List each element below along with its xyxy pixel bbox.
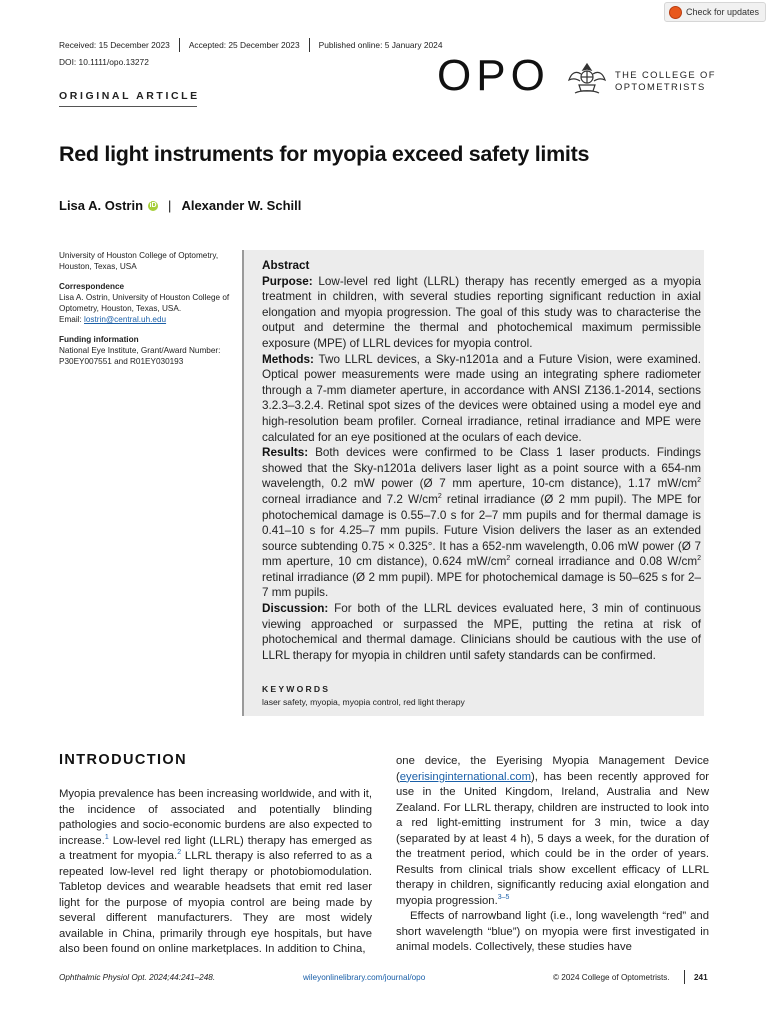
journal-logo: OPO bbox=[437, 51, 550, 100]
citation-link[interactable]: 3–5 bbox=[497, 893, 510, 901]
abstract-discussion bbox=[262, 601, 701, 663]
college-name-line1: THE COLLEGE OF bbox=[615, 69, 716, 80]
introduction-heading: INTRODUCTION bbox=[59, 752, 187, 768]
correspondence-text: Lisa A. Ostrin, University of Houston College of Optometry, Houston, Texas, USA. bbox=[59, 293, 230, 313]
results-text: Both devices were confirmed to be Class 1 laser products. Findings showed that the Sky-n1201a delivers laser light as a point source with a 654-nm wavelength, 0.2 mW power (Ø 7 mm aperture, 10-cm distance), 1.17 mW/cm bbox=[262, 446, 701, 491]
paragraph bbox=[59, 787, 372, 958]
body-column-left bbox=[59, 787, 372, 958]
orcid-icon[interactable]: iD bbox=[149, 202, 157, 209]
footer-url-link[interactable]: wileyonlinelibrary.com/journal/opo bbox=[303, 973, 426, 982]
accepted-date: Accepted: 25 December 2023 bbox=[188, 40, 300, 50]
methods-text: Two LLRL devices, a Sky-n1201a and a Future Vision, were examined. Optical power measurements were made using an integrating sphere radiometer through a 7-mm diameter aperture, in accordance with ANSI Z136.1-2014, sections 3.2.3–3.2.4. Retinal spot sizes of the devices were obtained using a model eye and high-resolution beam profiler. Corneal irradiance, retinal irradiance and MPE were calculated for an eye positioned at the oculars of each device. bbox=[262, 352, 701, 444]
superscript: 2 bbox=[506, 555, 511, 563]
results-text: corneal irradiance and 0.08 W/cm bbox=[510, 555, 698, 569]
footer-journal: Ophthalmic Physiol Opt. 2024;44:241–248. bbox=[59, 973, 216, 982]
discussion-label: Discussion: bbox=[262, 602, 329, 616]
institution: University of Houston College of Optometry, Houston, Texas, USA bbox=[59, 251, 219, 271]
affiliation-sidebar bbox=[59, 250, 237, 367]
funding-text: National Eye Institute, Grant/Award Number: P30EY007551 and R01EY030193 bbox=[59, 346, 221, 366]
body-text: ), has been recently approved for use in the United Kingdom, Ireland, Australia and New Zealand. For LLRL therapy, children are instructed to look into a red light-emitting instrument for 3 min, twice a day (separated by at least 4 h), 5 days a week, for the duration of the treatment period, which could be in the order of years. Results from clinical trials show excellent efficacy of LLRL therapy in children, significantly reducing axial elongation and myopia progression. bbox=[396, 770, 709, 907]
published-date: Published online: 5 January 2024 bbox=[318, 40, 443, 50]
purpose-text: Low-level red light (LLRL) therapy has recently emerged as a myopia treatment in children, with several studies reporting significant reduction in axial elongation and myopia progression. The goal of this study was to characterise the output and determine the thermal and photochemical maximum permissible exposure (MPE) of LLRL devices for myopia control. bbox=[262, 274, 701, 350]
website-link[interactable]: eyerisinginternational.com bbox=[399, 770, 532, 783]
results-label: Results: bbox=[262, 446, 309, 460]
doi: DOI: 10.1111/opo.13272 bbox=[59, 57, 149, 67]
superscript: 2 bbox=[697, 555, 701, 563]
college-name-line2: OPTOMETRISTS bbox=[615, 81, 706, 92]
article-type-rule bbox=[59, 106, 197, 107]
body-text: Low-level red light (LLRL) therapy has emerged as a treatment for myopia. bbox=[59, 834, 372, 862]
received-date: Received: 15 December 2023 bbox=[59, 40, 170, 50]
divider bbox=[179, 38, 180, 52]
citation-link[interactable]: 1 bbox=[104, 833, 109, 841]
footer-copyright: © 2024 College of Optometrists. bbox=[553, 973, 670, 982]
email-line bbox=[59, 314, 237, 325]
email-label: Email: bbox=[59, 315, 85, 324]
correspondence-heading: Correspondence bbox=[59, 282, 125, 291]
abstract-methods bbox=[262, 352, 701, 446]
funding-heading: Funding information bbox=[59, 335, 139, 344]
body-text: one device, the Eyerising Myopia Management Device ( bbox=[396, 755, 709, 783]
abstract-purpose bbox=[262, 274, 701, 352]
article-title: Red light instruments for myopia exceed safety limits bbox=[59, 142, 590, 166]
check-for-updates-button[interactable] bbox=[664, 2, 766, 22]
results-text: retinal irradiance (Ø 2 mm pupil). MPE for photochemical damage is 50–625 s for 2–7 mm pupils. bbox=[262, 570, 701, 600]
superscript: 2 bbox=[437, 493, 442, 501]
paragraph bbox=[396, 754, 709, 909]
keywords-list: laser safety, myopia, myopia control, red light therapy bbox=[262, 697, 465, 707]
citation-link[interactable]: 2 bbox=[177, 849, 182, 857]
author-separator: | bbox=[168, 198, 172, 213]
body-column-right bbox=[396, 754, 709, 956]
email-link[interactable]: lostrin@central.uh.edu bbox=[84, 315, 167, 324]
body-text: LLRL therapy is also referred to as a repeated low-level red light therapy or photobiomodulation. Tabletop devices and wearable headsets that emit red laser light for the purpose of myopia control are being made by several different manufacturers. They are most widely available in China, primarily through eye hospitals, but have also been found on online marketplaces. In addition to China, bbox=[59, 850, 372, 955]
methods-label: Methods: bbox=[262, 352, 314, 366]
purpose-label: Purpose: bbox=[262, 274, 313, 288]
crossmark-icon bbox=[669, 6, 682, 19]
divider bbox=[309, 38, 310, 52]
discussion-text: For both of the LLRL devices evaluated here, 3 min of continuous viewing approached or surpassed the MPE, putting the retina at risk of photochemical and thermal damage. Clinicians should be cautious with the use of LLRL therapy for myopia in children until safety standards can be confirmed. bbox=[262, 602, 701, 662]
article-dates bbox=[59, 38, 442, 52]
keywords-heading: KEYWORDS bbox=[262, 684, 331, 694]
abstract bbox=[262, 258, 701, 663]
author-list bbox=[59, 198, 301, 213]
article-type: ORIGINAL ARTICLE bbox=[59, 90, 200, 102]
check-for-updates-label: Check for updates bbox=[685, 7, 759, 17]
paragraph: Effects of narrowband light (i.e., long wavelength “red” and short wavelength “blue”) on myopia were first investigated in animal models. Collectively, these studies have bbox=[396, 910, 709, 953]
author-name[interactable]: Lisa A. Ostrin bbox=[59, 198, 144, 213]
abstract-results bbox=[262, 445, 701, 601]
results-text: corneal irradiance and 7.2 W/cm bbox=[262, 492, 438, 506]
superscript: 2 bbox=[697, 477, 701, 485]
footer-divider bbox=[684, 970, 685, 984]
college-crest-icon bbox=[565, 60, 609, 96]
body-text: Myopia prevalence has been increasing worldwide, and with it, the incidence of associated and potentially blinding pathologies and socio-economic burdens are also expected to increase. bbox=[59, 788, 372, 847]
abstract-heading: Abstract bbox=[262, 259, 310, 272]
college-name bbox=[615, 69, 716, 93]
author-name[interactable]: Alexander W. Schill bbox=[181, 198, 302, 213]
page-number: 241 bbox=[694, 973, 708, 982]
results-text: retinal irradiance (Ø 2 mm pupil). The MPE for photochemical damage is 0.55–7.0 s for 2–7 mm pupils and for thermal damage is 0.41–10 s for 4.25–7 mm pupils. Future Vision delivers the laser as an extended source subtending 0.75 × 0.325°. It has a 652-nm wavelength, 0.06 mW power (Ø 7 mm aperture, 10 cm distance), 0.624 mW/cm bbox=[262, 492, 701, 569]
